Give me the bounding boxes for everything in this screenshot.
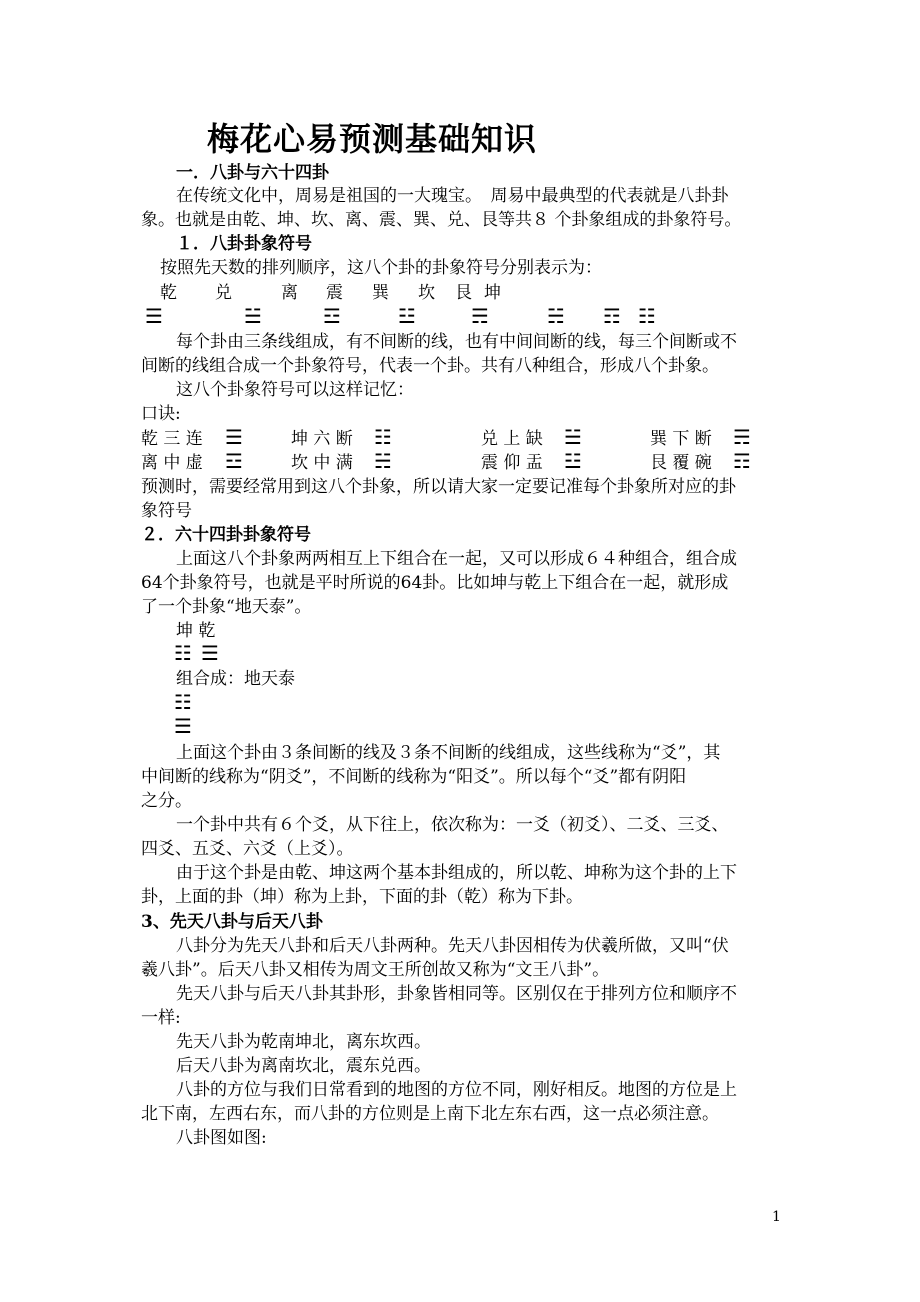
trigram-li-icon: ☲ — [323, 304, 341, 328]
trigram-zhen-icon: ☳ — [398, 304, 416, 328]
paragraph-line: 先天八卦与后天八卦其卦形，卦象皆相同等。区别仅在于排列方位和顺序不 — [176, 984, 737, 1004]
combo-label: 组合成：地天泰 — [176, 669, 295, 689]
trigram-name-li: 离 — [281, 283, 298, 303]
mnemonic-text: 离 中 虚 — [141, 453, 203, 473]
trigram-qian-icon: ☰ — [225, 425, 243, 449]
page-title: 梅花心易预测基础知识 — [207, 120, 538, 158]
trigram-name-kan: 坎 — [418, 283, 435, 303]
subsection-heading-3: 3、先天八卦与后天八卦 — [141, 912, 323, 932]
paragraph-line: 象符号 — [141, 501, 192, 521]
section-heading-1: 一．八卦与六十四卦 — [176, 163, 329, 183]
mnemonic-text: 艮 覆 碗 — [650, 453, 712, 473]
trigram-zhen-icon: ☳ — [564, 449, 582, 473]
mnemonic-text: 巽 下 断 — [650, 429, 712, 449]
paragraph-line: 八卦图如图: — [176, 1128, 267, 1148]
trigram-gen-icon: ☶ — [603, 304, 621, 328]
paragraph-line: 后天八卦为离南坎北，震东兑西。 — [176, 1056, 431, 1076]
paragraph-line: 之分。 — [141, 791, 192, 811]
paragraph-line: 北下南，左西右东，而八卦的方位则是上南下北左东右西，这一点必须注意。 — [141, 1104, 719, 1124]
trigram-name-gen: 艮 — [455, 283, 472, 303]
trigram-name-xun: 巽 — [372, 283, 389, 303]
paragraph-line: 这八个卦象符号可以这样记忆： — [176, 380, 414, 400]
trigram-dui-icon: ☱ — [564, 425, 582, 449]
trigram-name-kun: 坤 — [484, 283, 501, 303]
trigram-pair-names: 坤 乾 — [176, 621, 216, 641]
mnemonic-text: 乾 三 连 — [141, 429, 203, 449]
paragraph-line: 由于这个卦是由乾、坤这两个基本卦组成的，所以乾、坤称为这个卦的上下 — [176, 863, 737, 883]
mnemonic-text: 兑 上 缺 — [481, 429, 543, 449]
paragraph-line: 八卦的方位与我们日常看到的地图的方位不同，刚好相反。地图的方位是上 — [176, 1080, 737, 1100]
trigram-xun-icon: ☴ — [733, 425, 751, 449]
subsection-heading-1: １．八卦卦象符号 — [176, 234, 312, 254]
paragraph-line: 预测时，需要经常用到这八个卦象，所以请大家一定要记准每个卦象所对应的卦 — [141, 477, 736, 497]
hexagram-lower-icon: ☰ — [174, 714, 192, 738]
trigram-name-zhen: 震 — [326, 283, 343, 303]
page-number: 1 — [772, 1209, 781, 1225]
paragraph-line: 羲八卦”。后天八卦又相传为周文王所创故又称为“文王八卦”。 — [141, 960, 610, 980]
paragraph-line: 卦，上面的卦（坤）称为上卦，下面的卦（乾）称为下卦。 — [141, 887, 583, 907]
trigram-gen-icon: ☶ — [733, 449, 751, 473]
paragraph-line: 间断的线组合成一个卦象符号，代表一个卦。共有八种组合，形成八个卦象。 — [141, 356, 719, 376]
hexagram-upper-icon: ☷ — [174, 690, 192, 714]
paragraph-line: 四爻、五爻、六爻（上爻）。 — [141, 839, 354, 859]
trigram-name-qian: 乾 — [160, 283, 177, 303]
paragraph-line: 八卦分为先天八卦和后天八卦两种。先天八卦因相传为伏羲所做，又叫“伏 — [176, 936, 729, 956]
mnemonic-text: 坎 中 满 — [291, 453, 353, 473]
paragraph-line: 每个卦由三条线组成，有不间断的线，也有中间间断的线，每三个间断或不 — [176, 332, 737, 352]
paragraph-line: 象。也就是由乾、坤、坎、离、震、巽、兑、艮等共８ 个卦象组成的卦象符号。 — [141, 210, 742, 230]
trigram-kan-icon: ☵ — [374, 449, 392, 473]
paragraph-line: 上面这个卦由３条间断的线及３条不间断的线组成，这些线称为“爻”，其 — [176, 743, 721, 763]
subsection-heading-2: ２．六十四卦卦象符号 — [141, 525, 311, 545]
trigram-dui-icon: ☱ — [244, 304, 262, 328]
paragraph-line: 一个卦中共有６个爻，从下往上，依次称为：一爻（初爻）、二爻、三爻、 — [176, 815, 729, 835]
trigram-kun-icon: ☷ — [174, 641, 192, 665]
trigram-qian-icon: ☰ — [145, 304, 163, 328]
trigram-qian-icon: ☰ — [201, 641, 219, 665]
trigram-kun-icon: ☷ — [374, 425, 392, 449]
paragraph-line: 上面这八个卦象两两相互上下组合在一起，又可以形成６４种组合，组合成 — [176, 549, 737, 569]
trigram-kan-icon: ☵ — [547, 304, 565, 328]
paragraph-line: 一样: — [141, 1008, 181, 1028]
koujue-label: 口诀: — [141, 404, 181, 424]
trigram-name-dui: 兑 — [215, 283, 232, 303]
paragraph-line: 64个卦象符号，也就是平时所说的64卦。比如坤与乾上下组合在一起，就形成 — [141, 573, 729, 593]
trigram-kun-icon: ☷ — [638, 304, 656, 328]
paragraph-line: 先天八卦为乾南坤北，离东坎西。 — [176, 1032, 431, 1052]
trigram-li-icon: ☲ — [225, 449, 243, 473]
paragraph-line: 按照先天数的排列顺序，这八个卦的卦象符号分别表示为： — [160, 258, 602, 278]
mnemonic-text: 震 仰 盂 — [481, 453, 543, 473]
paragraph-line: 了一个卦象“地天泰”。 — [141, 597, 312, 617]
trigram-xun-icon: ☴ — [471, 304, 489, 328]
paragraph-line: 在传统文化中，周易是祖国的一大瑰宝。 周易中最典型的代表就是八卦卦 — [176, 186, 729, 206]
paragraph-line: 中间断的线称为“阴爻”，不间断的线称为“阳爻”。所以每个“爻”都有阴阳 — [141, 767, 687, 787]
mnemonic-text: 坤 六 断 — [291, 429, 353, 449]
